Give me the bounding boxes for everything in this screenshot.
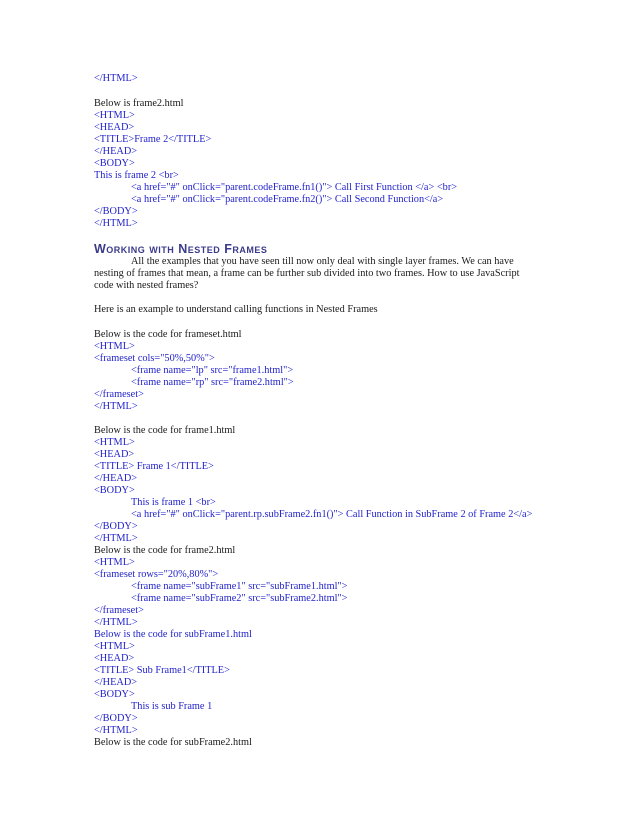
intro-text: Below is frame2.html (94, 98, 184, 109)
code-line: </BODY> (94, 521, 138, 532)
code-line: </frameset> (94, 389, 144, 400)
code-line: </HEAD> (94, 473, 138, 484)
code-line: <HEAD> (94, 122, 135, 133)
code-line: </HTML> (94, 533, 138, 544)
code-line: <HTML> (94, 110, 135, 121)
code-line: <frame name="subFrame1" src="subFrame1.html"> (131, 581, 348, 592)
code-line: <HTML> (94, 641, 135, 652)
code-line: <frame name="rp" src="frame2.html"> (131, 377, 294, 388)
intro-text: Below is the code for frameset.html (94, 329, 242, 340)
section-heading: Working with Nested Frames (94, 242, 268, 256)
code-line: <TITLE> Frame 1</TITLE> (94, 461, 214, 472)
code-line: <HEAD> (94, 449, 135, 460)
code-line: <a href="#" onClick="parent.codeFrame.fn1()"> Call First Function </a> <br> (131, 182, 458, 193)
code-line: <BODY> (94, 689, 135, 700)
code-line: </HEAD> (94, 146, 138, 157)
code-line: </HTML> (94, 218, 138, 229)
intro-text: Below is the code for subFrame1.html (94, 629, 252, 640)
code-line: <a href="#" onClick="parent.rp.subFrame2.fn1()"> Call Function in SubFrame 2 of Frame 2</a> (131, 509, 533, 520)
code-line: <HTML> (94, 341, 135, 352)
code-line: <HTML> (94, 437, 135, 448)
code-line: </HTML> (94, 401, 138, 412)
code-line: <TITLE> Sub Frame1</TITLE> (94, 665, 230, 676)
code-line: <BODY> (94, 158, 135, 169)
code-line: <a href="#" onClick="parent.codeFrame.fn2()"> Call Second Function</a> (131, 194, 444, 205)
code-line: </HTML> (94, 73, 138, 84)
code-line: <HEAD> (94, 653, 135, 664)
code-line: </BODY> (94, 713, 138, 724)
intro-text: Below is the code for frame2.html (94, 545, 236, 556)
code-line: <frame name="lp" src="frame1.html"> (131, 365, 294, 376)
code-line: This is frame 1 <br> (131, 497, 216, 508)
code-line: </frameset> (94, 605, 144, 616)
code-line: </HTML> (94, 725, 138, 736)
code-line: <HTML> (94, 557, 135, 568)
intro-text: Below is the code for frame1.html (94, 425, 236, 436)
intro-text: Here is an example to understand calling functions in Nested Frames (94, 304, 378, 315)
code-line: <TITLE>Frame 2</TITLE> (94, 134, 212, 145)
code-line: </BODY> (94, 206, 138, 217)
paragraph-text: All the examples that you have seen till now only deal with single layer frames. We can have nesting of frames that mean, a frame can be further sub divided into two frames. How to use JavaScript code with nested frames? (94, 256, 520, 292)
code-line: </HTML> (94, 617, 138, 628)
code-line: <frameset cols="50%,50%"> (94, 353, 215, 364)
body-paragraph (94, 256, 534, 293)
code-line: This is frame 2 <br> (94, 170, 179, 181)
code-line: <frame name="subFrame2" src="subFrame2.html"> (131, 593, 348, 604)
code-line: </HEAD> (94, 677, 138, 688)
intro-text: Below is the code for subFrame2.html (94, 737, 252, 748)
code-line: <frameset rows="20%,80%"> (94, 569, 219, 580)
code-line: <BODY> (94, 485, 135, 496)
code-line: This is sub Frame 1 (131, 701, 213, 712)
